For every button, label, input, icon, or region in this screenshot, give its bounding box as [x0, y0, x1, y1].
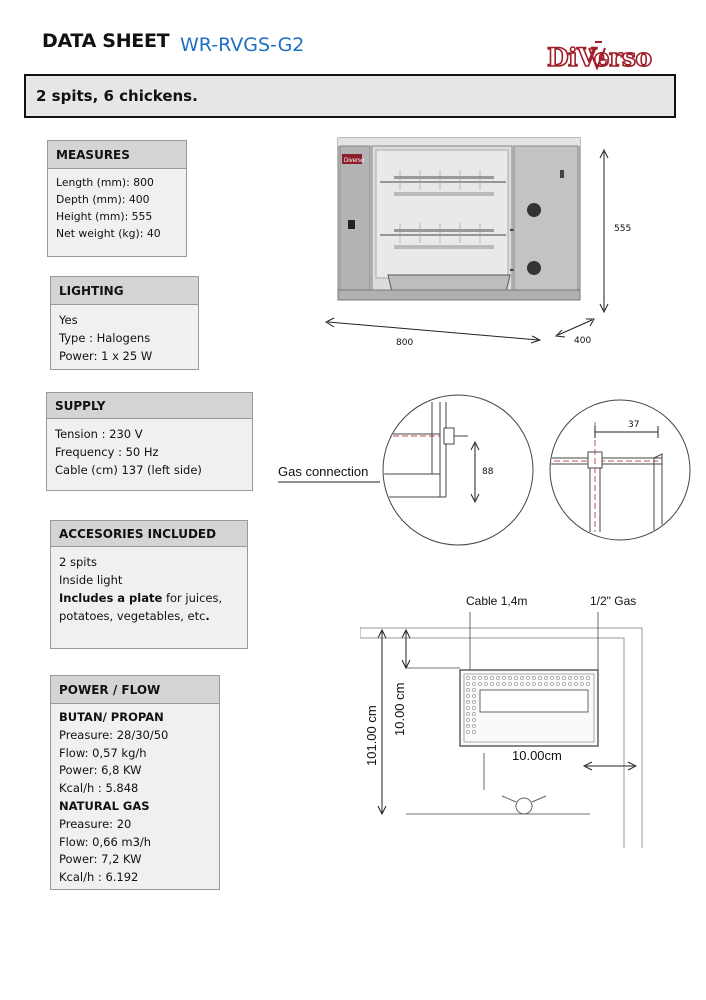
- accessories-line: Inside light: [59, 573, 123, 587]
- dim-37-label: 37: [628, 420, 640, 430]
- plate-rest-text: for juices,: [162, 591, 223, 605]
- cable-label: Cable 1,4m: [466, 594, 528, 608]
- accessories-line4-text: potatoes, vegetables, etc: [59, 609, 206, 623]
- butane-heading: BUTAN/ PROPAN: [59, 710, 164, 724]
- gas-connection-label: Gas connection: [278, 464, 369, 479]
- plate-bold-text: Includes a plate: [59, 591, 163, 605]
- supply-line: Cable (cm) 137 (left side): [55, 463, 202, 477]
- diverso-logo: [545, 38, 685, 76]
- butane-line: Power: 6,8 KW: [59, 763, 142, 778]
- knob-icon: [527, 261, 541, 275]
- accessories-line4-dot: .: [205, 609, 210, 623]
- butane-line: Kcal/h : 5.848: [59, 781, 139, 796]
- dim-height-label: 555: [614, 224, 632, 234]
- dim-88-label: 88: [482, 467, 494, 477]
- knob-icon: [527, 203, 541, 217]
- dim-depth-label: 400: [574, 336, 592, 346]
- measures-line: Depth (mm): 400: [56, 193, 150, 206]
- dim-101-label: 101.00 cm: [364, 705, 379, 766]
- power-heading: POWER / FLOW: [51, 676, 219, 704]
- natural-line: Flow: 0,66 m3/h: [59, 834, 152, 849]
- butane-line: Preasure: 28/30/50: [59, 727, 169, 742]
- brand-badge-text: Diverso: [344, 158, 365, 164]
- subtitle-bar: [24, 74, 676, 118]
- natural-line: Power: 7,2 KW: [59, 852, 142, 867]
- accessories-box: [50, 520, 248, 649]
- supply-heading: SUPPLY: [47, 393, 252, 419]
- power-box: [50, 675, 220, 890]
- subtitle: 2 spits, 6 chickens.: [36, 87, 198, 105]
- accessories-line: 2 spits: [59, 555, 97, 569]
- accessories-plate-line: [59, 589, 239, 607]
- lighting-line: Power: 1 x 25 W: [59, 349, 153, 363]
- supply-box: [46, 392, 253, 491]
- dim-length-label: 800: [396, 338, 414, 348]
- natural-gas-heading: NATURAL GAS: [59, 798, 150, 813]
- page-title: DATA SHEET: [42, 30, 170, 52]
- measures-line: Net weight (kg): 40: [56, 227, 161, 240]
- lighting-line: Yes: [59, 313, 78, 327]
- lighting-line: Type : Halogens: [59, 331, 151, 345]
- lighting-box: [50, 276, 199, 370]
- lighting-heading: LIGHTING: [51, 277, 198, 305]
- supply-line: Frequency : 50 Hz: [55, 445, 159, 459]
- measures-line: Height (mm): 555: [56, 210, 153, 223]
- accessories-line: [59, 607, 239, 625]
- gas-label: 1/2" Gas: [590, 594, 637, 608]
- butane-line: Flow: 0,57 kg/h: [59, 745, 147, 760]
- natural-line: Kcal/h : 6.192: [59, 870, 139, 885]
- gas-connection-detail: [270, 392, 700, 552]
- regulator-icon: [502, 796, 546, 814]
- natural-line: Preasure: 20: [59, 816, 132, 831]
- measures-box: [47, 140, 187, 257]
- measures-heading: MEASURES: [48, 141, 186, 169]
- dim-10-horizontal-label: 10.00cm: [512, 748, 562, 763]
- accessories-heading: ACCESORIES INCLUDED: [51, 521, 247, 547]
- model-number: WR-RVGS-G2: [180, 34, 305, 56]
- product-drawing: [310, 130, 650, 360]
- installation-drawing: [360, 590, 660, 860]
- supply-line: Tension : 230 V: [55, 427, 143, 441]
- measures-line: Length (mm): 800: [56, 176, 154, 189]
- svg-text:DiVerso: DiVerso: [547, 43, 652, 72]
- dim-10-vertical-label: 10.00 cm: [392, 682, 407, 736]
